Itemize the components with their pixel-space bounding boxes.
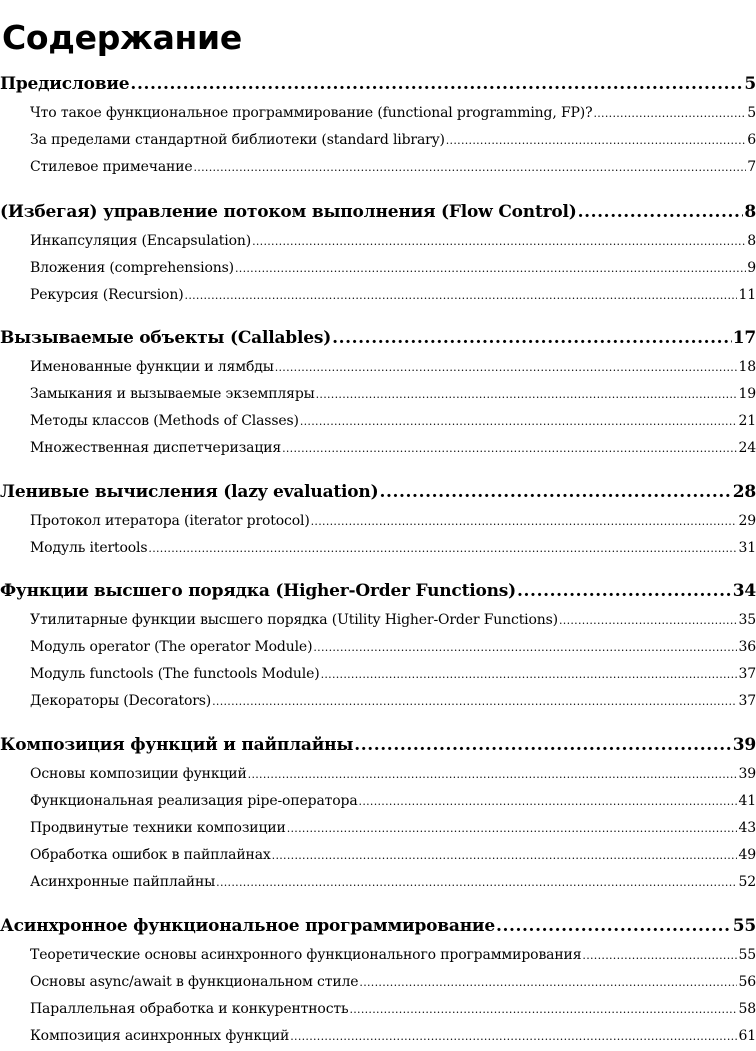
dot-leader [300, 410, 738, 433]
section-entry[interactable] [30, 971, 756, 993]
section-entry-title: Замыкания и вызываемые экземпляры [30, 386, 315, 402]
dot-leader [130, 71, 743, 97]
section-entry-title: Инкапсуляция (Encapsulation) [30, 233, 252, 249]
section-entry-page-number: 43 [738, 820, 756, 836]
chapter-entry-page-number: 5 [744, 74, 756, 94]
section-entry-page-number: 8 [747, 233, 756, 249]
chapter-entry-page-number: 17 [732, 328, 756, 348]
section-entry-page-number: 31 [738, 540, 756, 556]
section-entry[interactable] [30, 410, 756, 432]
section-entry-page-number: 24 [738, 440, 756, 456]
section-entry-page-number: 41 [738, 793, 756, 809]
section-entry-title: Обработка ошибок в пайплайнах [30, 847, 271, 863]
section-entry-title: Протокол итератора (iterator protocol) [30, 513, 310, 529]
section-entry-title: Продвинутые техники композиции [30, 820, 286, 836]
chapter-entry[interactable] [0, 479, 756, 505]
section-entry[interactable] [30, 129, 756, 151]
dot-leader [379, 479, 731, 505]
section-entry-page-number: 9 [747, 260, 756, 276]
section-entry[interactable] [30, 537, 756, 559]
chapter-entry-title: Асинхронное функциональное программирование [0, 916, 495, 936]
dot-leader [185, 284, 738, 307]
dot-leader [582, 944, 737, 967]
section-entry-page-number: 21 [738, 413, 756, 429]
dot-leader [282, 437, 737, 460]
section-entry[interactable] [30, 356, 756, 378]
section-entry[interactable] [30, 844, 756, 866]
chapter-entry[interactable] [0, 71, 756, 97]
section-entry[interactable] [30, 817, 756, 839]
section-entry[interactable] [30, 871, 756, 893]
section-entry-page-number: 52 [738, 874, 756, 890]
chapter-entry[interactable] [0, 325, 756, 351]
section-entry-page-number: 19 [738, 386, 756, 402]
dot-leader [517, 578, 732, 604]
dot-leader [559, 609, 737, 632]
chapter-entry[interactable] [0, 732, 756, 758]
dot-leader [216, 871, 737, 894]
dot-leader [359, 790, 738, 813]
section-entry-title: Теоретические основы асинхронного функционального программирования [30, 947, 582, 963]
chapter-entry-page-number: 34 [732, 581, 756, 601]
chapter-entry-title: (Избегая) управление потоком выполнения (Flow Control) [0, 202, 577, 222]
section-entry-title: Основы композиции функций [30, 766, 247, 782]
dot-leader [321, 663, 738, 686]
section-entry-title: Композиция асинхронных функций [30, 1028, 290, 1044]
chapter-entry[interactable] [0, 913, 756, 939]
dot-leader [252, 230, 746, 253]
dot-leader [316, 383, 738, 406]
page-title: Содержание [2, 18, 242, 58]
section-entry-title: Методы классов (Methods of Classes) [30, 413, 299, 429]
section-entry[interactable] [30, 944, 756, 966]
section-entry[interactable] [30, 763, 756, 785]
chapter-entry-title: Предисловие [0, 74, 130, 94]
dot-leader [272, 844, 738, 867]
section-entry[interactable] [30, 383, 756, 405]
section-entry-title: Что такое функциональное программирование (functional programming, FP)? [30, 105, 593, 121]
section-entry[interactable] [30, 790, 756, 812]
dot-leader [593, 102, 746, 125]
dot-leader [359, 971, 737, 994]
section-entry-page-number: 11 [738, 287, 756, 303]
section-entry-page-number: 58 [738, 1001, 756, 1017]
section-entry-page-number: 37 [738, 666, 756, 682]
dot-leader [287, 817, 738, 840]
section-entry[interactable] [30, 636, 756, 658]
section-entry-title: Модуль itertools [30, 540, 148, 556]
section-entry[interactable] [30, 998, 756, 1020]
section-entry-title: Утилитарные функции высшего порядка (Utility Higher-Order Functions) [30, 612, 558, 628]
section-entry-page-number: 49 [738, 847, 756, 863]
chapter-entry-title: Вызываемые объекты (Callables) [0, 328, 332, 348]
section-entry[interactable] [30, 230, 756, 252]
section-entry-title: Модуль operator (The operator Module) [30, 639, 313, 655]
section-entry-page-number: 29 [738, 513, 756, 529]
dot-leader [349, 998, 737, 1021]
section-entry-page-number: 6 [747, 132, 756, 148]
section-entry[interactable] [30, 609, 756, 631]
section-entry-page-number: 56 [738, 974, 756, 990]
dot-leader [275, 356, 738, 379]
section-entry-title: Параллельная обработка и конкурентность [30, 1001, 349, 1017]
section-entry-title: Модуль functools (The functools Module) [30, 666, 320, 682]
chapter-entry-page-number: 39 [732, 735, 756, 755]
section-entry[interactable] [30, 437, 756, 459]
dot-leader [446, 129, 746, 152]
section-entry[interactable] [30, 102, 756, 124]
dot-leader [194, 156, 747, 179]
chapter-entry-title: Ленивые вычисления (lazy evaluation) [0, 482, 379, 502]
section-entry[interactable] [30, 156, 756, 178]
chapter-entry-title: Композиция функций и пайплайны [0, 735, 354, 755]
section-entry-page-number: 36 [738, 639, 756, 655]
chapter-entry-page-number: 55 [732, 916, 756, 936]
chapter-entry-page-number: 28 [732, 482, 756, 502]
section-entry-page-number: 55 [738, 947, 756, 963]
section-entry[interactable] [30, 284, 756, 306]
section-entry[interactable] [30, 690, 756, 712]
chapter-entry-title: Функции высшего порядка (Higher-Order Functions) [0, 581, 517, 601]
section-entry-page-number: 5 [747, 105, 756, 121]
section-entry-title: Множественная диспетчеризация [30, 440, 282, 456]
section-entry-title: Рекурсия (Recursion) [30, 287, 184, 303]
dot-leader [332, 325, 732, 351]
section-entry-title: Вложения (comprehensions) [30, 260, 234, 276]
chapter-entry[interactable] [0, 578, 756, 604]
section-entry-page-number: 61 [738, 1028, 756, 1044]
dot-leader [313, 636, 737, 659]
dot-leader [212, 690, 737, 713]
section-entry-title: За пределами стандартной библиотеки (standard library) [30, 132, 445, 148]
section-entry-page-number: 7 [747, 159, 756, 175]
chapter-entry[interactable] [0, 199, 756, 225]
section-entry-title: Стилевое примечание [30, 159, 193, 175]
dot-leader [235, 257, 746, 280]
section-entry-page-number: 35 [738, 612, 756, 628]
section-entry-title: Функциональная реализация pipe-оператора [30, 793, 358, 809]
dot-leader [290, 1025, 737, 1048]
dot-leader [578, 199, 744, 225]
section-entry[interactable] [30, 257, 756, 279]
section-entry-title: Основы async/await в функциональном стиле [30, 974, 359, 990]
section-entry[interactable] [30, 663, 756, 685]
section-entry-page-number: 39 [738, 766, 756, 782]
section-entry-title: Декораторы (Decorators) [30, 693, 212, 709]
section-entry[interactable] [30, 1025, 756, 1047]
section-entry-title: Асинхронные пайплайны [30, 874, 216, 890]
section-entry-title: Именованные функции и лямбды [30, 359, 274, 375]
dot-leader [354, 732, 732, 758]
chapter-entry-page-number: 8 [744, 202, 756, 222]
section-entry-page-number: 37 [738, 693, 756, 709]
dot-leader [248, 763, 738, 786]
dot-leader [311, 510, 738, 533]
section-entry-page-number: 18 [738, 359, 756, 375]
dot-leader [496, 913, 732, 939]
dot-leader [148, 537, 737, 560]
section-entry[interactable] [30, 510, 756, 532]
